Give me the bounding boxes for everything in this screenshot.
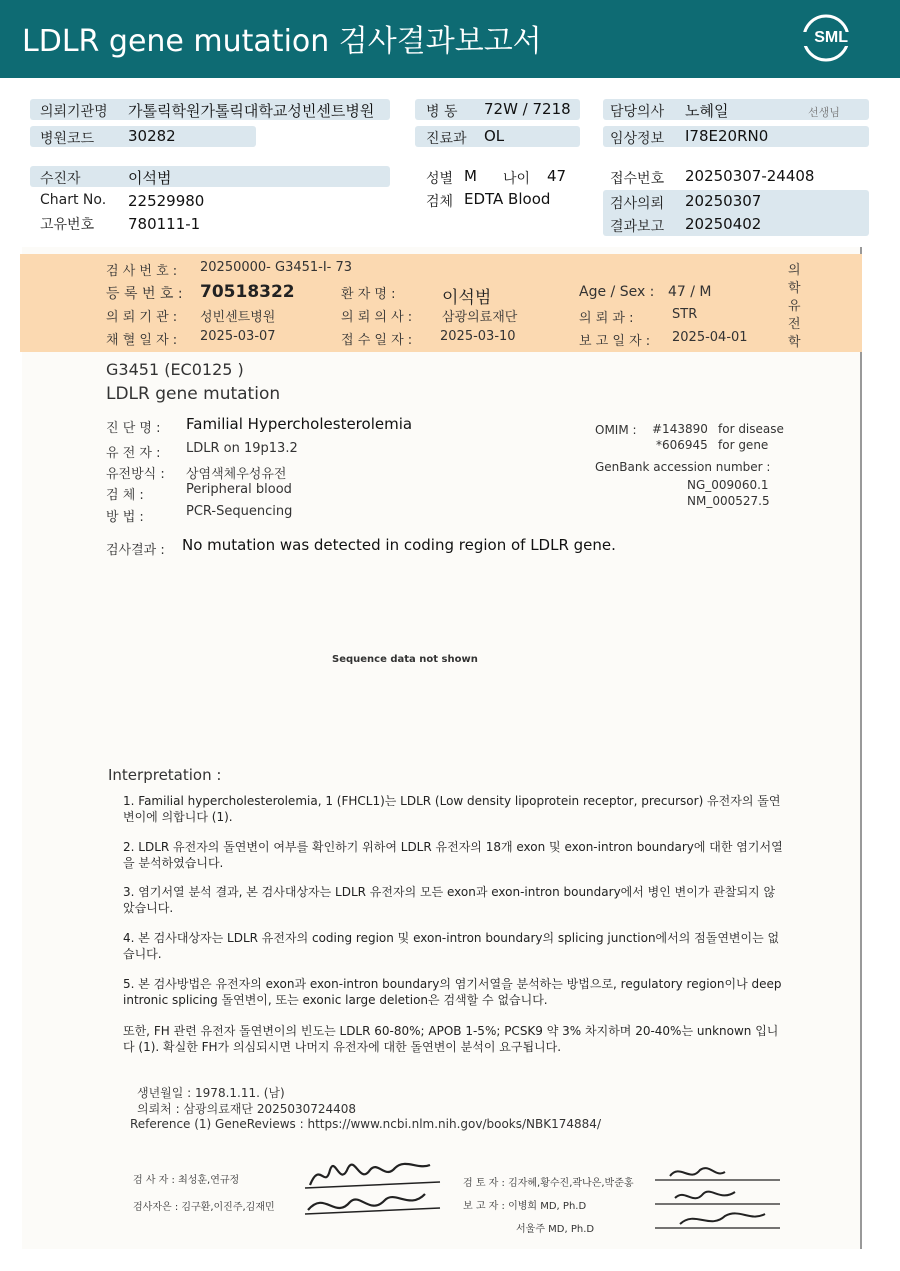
reporter: 보 고 자 : 이병희 MD, Ph.D [463,1201,587,1212]
age-value: 47 [547,167,567,185]
test-request-value: 20250307 [685,192,762,210]
receipt-no-label: 접수번호 [610,171,665,187]
test-request-label: 검사의뢰 [610,196,665,212]
report-date-label: 보 고 일 자 : [579,334,651,349]
doctor-value: 노혜일 [685,102,729,120]
requesting-org-label: 의뢰기관명 [40,104,108,120]
gene-value: LDLR on 19p13.2 [186,441,298,456]
unique-no-label: 고유번호 [40,217,95,233]
result-report-label: 결과보고 [610,219,665,235]
reporter2: 서울주 MD, Ph.D [516,1224,595,1235]
org-label: 의 뢰 기 관 : [106,310,178,325]
ward-label: 병 동 [426,104,458,120]
department-value: OL [484,127,505,145]
patient-label: 수진자 [40,171,81,187]
interpretation-title: Interpretation : [108,766,222,784]
interp-item-5: 5. 본 검사방법은 유전자의 exon과 exon-intron boundary의 염기서열을 분석하는 방법으로, regulatory region이나 deep intronic splicing 돌연변이, 또는 exonic large deletion은 검색할 수 없습니다. [123,977,782,1007]
reg-no-value: 70518322 [200,282,295,302]
examiner-signature-icon [300,1150,450,1225]
receipt-date-label: 접 수 일 자 : [341,333,413,348]
omim-label: OMIM : [595,423,637,437]
inheritance-value: 상염색체우성유전 [186,467,287,482]
dept-value: STR [672,307,698,322]
reg-no-label: 등 록 번 호 : [106,286,183,302]
receipt-date-value: 2025-03-10 [440,329,516,344]
interp-item-2: 2. LDLR 유전자의 돌연변이 여부를 확인하기 위하여 LDLR 유전자의 18개 exon 및 exon-intron boundary에 대한 염기서열을 분석하였습니다. [123,840,783,870]
examiner: 검 사 자 : 최성훈,연규정 [133,1175,240,1186]
patient-name-label: 환 자 명 : [341,287,396,302]
inheritance-label: 유전방식 : [106,467,165,482]
sex-label: 성별 [426,171,454,187]
chart-no-value: 22529980 [128,192,205,210]
clinical-info-value: I78E20RN0 [685,127,769,145]
sequence-note: Sequence data not shown [332,654,478,665]
hospital-code-label: 병원코드 [40,131,95,147]
diagnosis-label: 진 단 명 : [106,421,161,436]
patient-value: 이석범 [128,169,172,187]
specimen-label: 검체 [426,194,454,210]
gene-label: 유 전 자 : [106,446,161,461]
reviewer-signature-icon [655,1158,785,1238]
logo-text: SML [814,29,848,46]
interp-item-3: 3. 염기서열 분석 결과, 본 검사대상자는 LDLR 유전자의 모든 exon과 exon-intron boundary에서 병인 변이가 관찰되지 않았습니다. [123,885,776,915]
reference: Reference (1) GeneReviews : https://www.ncbi.nlm.nih.gov/books/NBK174884/ [130,1117,601,1131]
age-sex-label: Age / Sex : [579,284,655,300]
genbank-label: GenBank accession number : [595,460,771,474]
interp-item-1: 1. Familial hypercholesterolemia, 1 (FHCL1)는 LDLR (Low density lipoprotein receptor, precursor) 유전자의 돌연변이에 의합니다 (1). [123,794,781,824]
sex-value: M [464,167,477,185]
doctor-label: 담당의사 [610,104,665,120]
age-label: 나이 [503,171,531,187]
ward-value: 72W / 7218 [484,100,571,118]
patient-name-value: 이석범 [442,288,492,308]
collect-date-value: 2025-03-07 [200,329,276,344]
side-label: 의학유전학 [788,263,801,350]
omim1: #143890 [652,422,708,436]
examiner2: 검사자은 : 김구환,이진주,김재민 [133,1202,275,1213]
specimen-report-value: Peripheral blood [186,482,292,497]
test-name: LDLR gene mutation [106,384,281,404]
report-date-value: 2025-04-01 [672,330,748,345]
reviewer: 검 토 자 : 김자혜,황수진,곽나은,박준홍 [463,1178,634,1189]
result-value: No mutation was detected in coding region of LDLR gene. [182,536,616,554]
org-value: 성빈센트병원 [200,310,276,325]
exam-no-value: 20250000- G3451-I- 73 [200,260,353,275]
clinical-info-label: 임상정보 [610,131,665,147]
genbank2: NM_000527.5 [687,494,770,508]
result-label: 검사결과 : [106,543,165,558]
chart-no-label: Chart No. [40,192,107,208]
birth-date: 생년월일 : 1978.1.11. (남) [137,1086,285,1100]
department-label: 진료과 [426,131,467,147]
omim1-note: for disease [718,422,784,436]
req-doctor-value: 삼광의료재단 [442,310,518,325]
method-value: PCR-Sequencing [186,504,293,519]
omim2-note: for gene [718,438,769,452]
exam-no-label: 검 사 번 호 : [106,264,178,279]
interp-item-4: 4. 본 검사대상자는 LDLR 유전자의 coding region 및 exon-intron boundary의 splicing junction에서의 점돌연변이는 없습니다. [123,931,780,961]
doctor-suffix: 선생님 [808,106,840,119]
unique-no-value: 780111-1 [128,215,201,233]
specimen-value: EDTA Blood [464,190,551,208]
patient-box [30,166,390,187]
hospital-code-value: 30282 [128,127,176,145]
method-label: 방 법 : [106,510,144,525]
test-code: G3451 (EC0125 ) [106,360,244,379]
receipt-no-value: 20250307-24408 [685,167,815,185]
result-report-value: 20250402 [685,215,762,233]
interp-item-6: 또한, FH 관련 유전자 돌연변이의 빈도는 LDLR 60-80%; APOB 1-5%; PCSK9 약 3% 차지하며 20-40%는 unknown 입니다 (1). 확실한 FH가 의심되시면 나머지 유전자에 대한 돌연변이 분석이 요구됩니다. [123,1024,779,1054]
page-title: LDLR gene mutation 검사결과보고서 [22,24,542,59]
specimen-report-label: 검 체 : [106,488,144,503]
age-sex-value: 47 / M [668,284,712,300]
diagnosis-value: Familial Hypercholesterolemia [186,415,413,433]
genbank1: NG_009060.1 [687,478,769,492]
requesting-org-value: 가톨릭학원가톨릭대학교성빈센트병원 [128,102,375,120]
requester: 의뢰처 : 삼광의료재단 2025030724408 [137,1102,357,1116]
dept-label: 의 뢰 과 : [579,311,634,326]
omim2: *606945 [656,438,708,452]
collect-date-label: 채 혈 일 자 : [106,333,178,348]
header-bar [0,0,900,78]
req-doctor-label: 의 뢰 의 사 : [341,310,413,325]
